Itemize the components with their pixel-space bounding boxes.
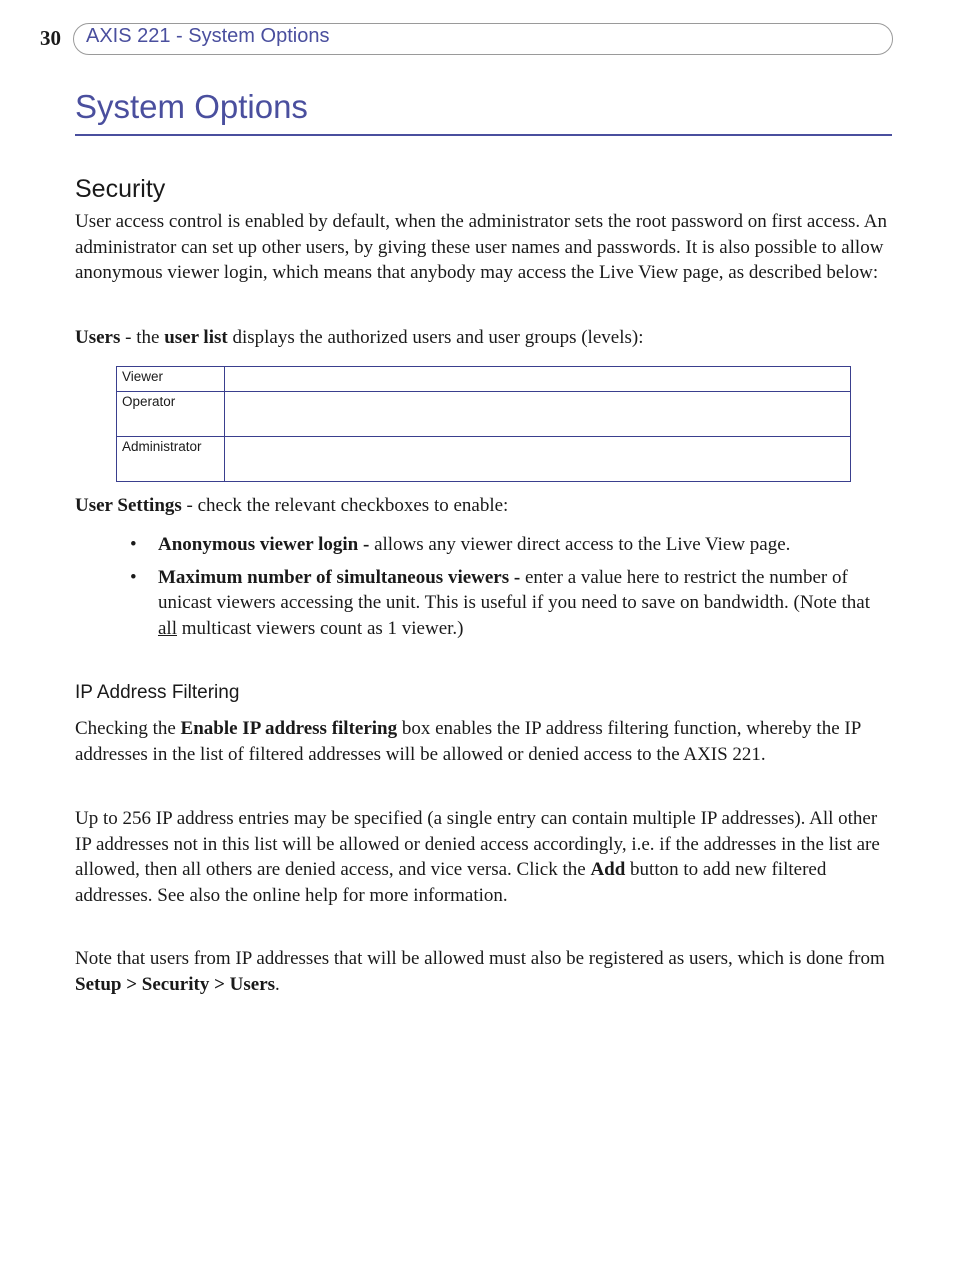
user-settings-list [128,532,888,648]
ip-filtering-heading: IP Address Filtering [75,682,240,703]
bullet-text-after: multicast viewers count as 1 viewer.) [177,617,464,639]
security-intro: User access control is enabled by default, when the administrator sets the root password on first access. An administrator can set up other users, by giving these user names and passwords. It is also possible to allow anonymous viewer login, which means that anybody may access the Live View page, as described below: [75,211,888,283]
level-name: Administrator [117,437,225,482]
table-row [117,437,851,482]
list-item [128,565,888,642]
running-header-title: AXIS 221 - System Options [86,25,330,47]
bullet-term: Anonymous viewer login - [158,534,370,555]
bullet-text: enter a value here to restrict the number of unicast viewers accessing the unit. This is useful if you need to save on bandwidth. (Note that [158,566,870,613]
text-run: Note that users from IP addresses that will be allowed must also be registered as users, which is done from [75,948,885,969]
text-run: box enables the IP address filtering function, whereby the IP addresses in the list of filtered addresses will be allowed or denied access to the AXIS 221. [75,718,861,765]
add-button-label: Add [590,859,626,880]
enable-ip-filtering-label: Enable IP address filtering [180,718,398,739]
text-run: Checking the [75,718,181,739]
users-label: Users [75,327,121,348]
table-row [117,367,851,392]
user-settings-label: User Settings [75,495,182,516]
level-name: Operator [117,392,225,437]
level-name: Viewer [117,367,225,392]
bullet-term: Maximum number of simultaneous viewers - [158,566,521,588]
text-run: button to add new filtered addresses. See also the online help for more information. [75,859,827,906]
bullet-text: allows any viewer direct access to the Live View page. [369,534,791,555]
user-levels-table [116,366,851,482]
ip-filtering-paragraph-2 [75,806,895,908]
security-heading: Security [75,175,166,203]
title-rule [75,134,892,136]
users-paragraph [75,325,895,351]
chapter-title: System Options [75,88,308,125]
user-settings-paragraph [75,493,895,519]
bullet-icon: • [130,534,137,555]
ip-filtering-paragraph-3 [75,946,895,997]
text-run: . [275,973,280,995]
level-description [225,392,851,437]
page-number: 30 [40,26,61,50]
menu-path: Setup > Security > Users [75,973,276,995]
list-item [128,532,888,558]
level-description [225,437,851,482]
level-description [225,367,851,392]
bullet-icon: • [130,566,137,588]
ip-filtering-paragraph-1 [75,716,895,767]
table-row [117,392,851,437]
user-settings-rest: - check the relevant checkboxes to enable: [181,495,509,516]
users-sep: - the [120,327,165,348]
text-run: Up to 256 IP address entries may be specified (a single entry can contain multiple IP addresses). All other IP addresses not in this list will be allowed or denied access accordingly, i.e. if the addresses in the list are allowed, then all others are denied access, and vice versa. Click the [75,808,880,880]
users-rest: displays the authorized users and user groups (levels): [227,327,644,348]
running-header [73,23,893,55]
bullet-underlined: all [158,617,177,639]
user-list-label: user list [164,327,228,348]
